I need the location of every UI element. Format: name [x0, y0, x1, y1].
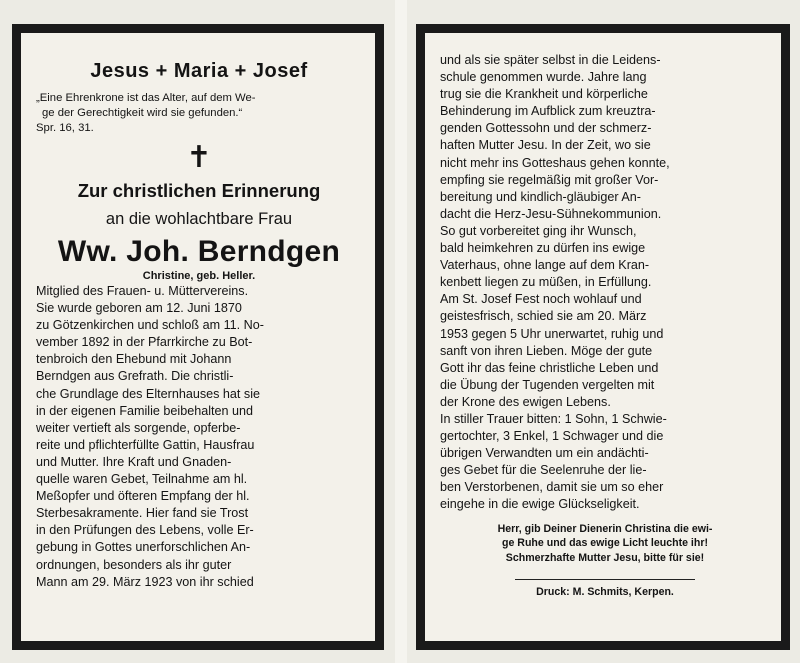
- text-line: schule genommen wurde. Jahre lang: [440, 70, 647, 85]
- bible-quote: [36, 91, 362, 136]
- quote-reference: Spr. 16, 31.: [36, 122, 94, 134]
- text-line: gebung in Gottes unerforschlichen An-: [36, 540, 251, 555]
- text-line: Am St. Josef Fest noch wohlauf und: [440, 292, 642, 307]
- text-line: in den Prüfungen des Lebens, volle Er-: [36, 523, 254, 538]
- text-line: quelle waren Gebet, Teilnahme am hl.: [36, 472, 248, 487]
- text-line: reite und pflichterfüllte Gattin, Hausfrau: [36, 437, 255, 452]
- text-line: dacht die Herz-Jesu-Sühnekommunion.: [440, 206, 662, 221]
- text-line: empfing sie regelmäßig mit großer Vor-: [440, 172, 659, 187]
- text-line: genden Gottessohn und der schmerz-: [440, 121, 652, 136]
- text-line: übrigen Verwandten um ein andächti-: [440, 446, 649, 461]
- text-line: che Grundlage des Elternhauses hat sie: [36, 386, 261, 401]
- right-body-text: [440, 52, 770, 514]
- text-line: Behinderung im Aufblick zum kreuztra-: [440, 104, 656, 119]
- printer-credit: Druck: M. Schmits, Kerpen.: [536, 586, 674, 599]
- quote-line: „Eine Ehrenkrone ist das Alter, auf dem We-: [36, 92, 256, 104]
- text-line: der Krone des ewigen Lebens.: [440, 394, 611, 409]
- text-line: In stiller Trauer bitten: 1 Sohn, 1 Schwie-: [440, 411, 667, 426]
- text-line: So gut vorbereitet ging ihr Wunsch,: [440, 223, 637, 238]
- prayer-line: ge Ruhe und das ewige Licht leuchte ihr!: [501, 537, 708, 550]
- text-line: Meßopfer und öfteren Empfang der hl.: [36, 489, 250, 504]
- text-line: 1953 gegen 5 Uhr unerwartet, ruhig und: [440, 326, 664, 341]
- heading-jesus-maria-josef: Jesus + Maria + Josef: [90, 60, 308, 82]
- quote-line: ge der Gerechtigkeit wird sie gefunden.“: [42, 107, 243, 119]
- text-line: Mann am 29. März 1923 von ihr schied: [36, 574, 254, 589]
- text-line: weiter vertieft als sorgende, opferbe-: [36, 420, 241, 435]
- text-line: Gott ihr das feine christliche Leben und: [440, 360, 659, 375]
- cross-icon: ✝: [186, 141, 212, 174]
- text-line: Sie wurde geboren am 12. Juni 1870: [36, 301, 242, 316]
- text-line: vember 1892 in der Pfarrkirche zu Bot-: [36, 335, 253, 350]
- divider-rule: [515, 579, 695, 580]
- text-line: ordnungen, besonders als ihr guter: [36, 557, 232, 572]
- text-line: kenbett liegen zu müßen, in Erfüllung.: [440, 275, 652, 290]
- prayer-line: Schmerzhafte Mutter Jesu, bitte für sie!: [505, 551, 705, 564]
- text-line: ges Gebet für die Seelenruhe der lie-: [440, 463, 647, 478]
- text-line: ben Verstorbenen, damit sie um so eher: [440, 480, 664, 495]
- deceased-name: Ww. Joh. Berndgen: [57, 235, 341, 268]
- text-line: bald heimkehren zu dürfen ins ewige: [440, 241, 646, 256]
- memorial-subtitle: an die wohlachtbare Frau: [105, 210, 293, 228]
- prayer-line: Herr, gib Deiner Dienerin Christina die ewi-: [497, 522, 713, 535]
- text-line: bereitung und kindlich-gläubiger An-: [440, 189, 641, 204]
- text-line: trug sie die Krankheit und körperliche: [440, 87, 648, 102]
- closing-prayer: [440, 522, 770, 566]
- left-header: [36, 60, 362, 282]
- text-line: tenbroich den Ehebund mit Johann: [36, 352, 232, 367]
- right-panel: [416, 24, 790, 650]
- text-line: zu Götzenkirchen und schloß am 11. No-: [36, 318, 264, 333]
- text-line: eingehe in die ewige Glückseligkeit.: [440, 497, 640, 512]
- left-panel: [12, 24, 384, 650]
- text-line: und Mutter. Ihre Kraft und Gnaden-: [36, 454, 232, 469]
- left-body-text: [36, 283, 362, 591]
- text-line: Mitglied des Frauen- u. Müttervereins.: [36, 284, 249, 298]
- text-line: gertochter, 3 Enkel, 1 Schwager und die: [440, 429, 664, 444]
- text-line: die Übung der Tugenden vergelten mit: [440, 377, 655, 392]
- text-line: in der eigenen Familie beibehalten und: [36, 403, 254, 418]
- text-line: nicht mehr ins Gotteshaus gehen konnte,: [440, 155, 670, 170]
- card-fold: [395, 0, 407, 663]
- text-line: haften Mutter Jesu. In der Zeit, wo sie: [440, 138, 651, 153]
- maiden-name: Christine, geb. Heller.: [142, 270, 256, 282]
- text-line: Sterbesakramente. Hier fand sie Trost: [36, 506, 249, 521]
- text-line: geistesfrisch, schied sie am 20. März: [440, 309, 647, 324]
- text-line: sanft von ihren Lieben. Möge der gute: [440, 343, 653, 358]
- text-line: Berndgen aus Grefrath. Die christli-: [36, 369, 234, 384]
- left-panel-content: [36, 56, 362, 640]
- text-line: Vaterhaus, ohne lange auf dem Kran-: [440, 258, 650, 273]
- right-panel-content: [440, 52, 770, 640]
- text-line: und als sie später selbst in die Leidens-: [440, 53, 661, 67]
- memorial-title: Zur christlichen Erinnerung: [77, 180, 321, 201]
